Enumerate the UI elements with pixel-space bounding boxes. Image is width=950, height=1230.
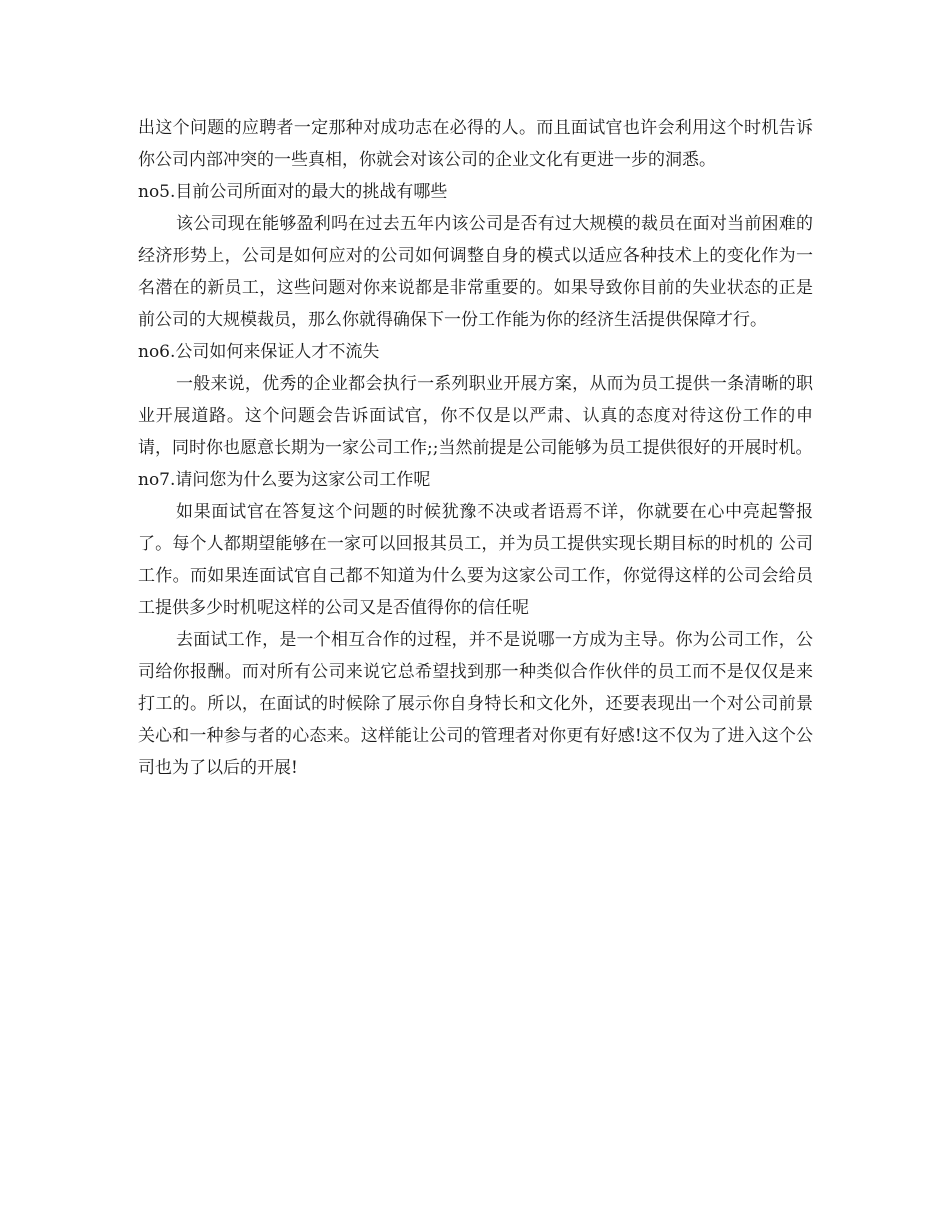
paragraph-conclusion: 去面试工作，是一个相互合作的过程，并不是说哪一方成为主导。你为公司工作，公司给你报酬。而对所有公司来说它总希望找到那一种类似合作伙伴的员工而不是仅仅是来打工的。所以，在面试的时候除了展示你自身特长和文化外，还要表现出一个对公司前景关心和一种参与者的心态来。这样能让公司的管理者对你更有好感!这不仅为了进入这个公司也为了以后的开展! [138, 630, 813, 778]
question-heading-no6: no6.公司如何来保证人才不流失 [138, 342, 380, 362]
paragraph-no5-answer: 该公司现在能够盈利吗在过去五年内该公司是否有过大规模的裁员在面对当前困难的经济形势上，公司是如何应对的公司如何调整自身的模式以适应各种技术上的变化作为一名潜在的新员工，这些问题对你来说都是非常重要的。如果导致你目前的失业状态的正是前公司的大规模裁员，那么你就得确保下一份工作能为你的经济生活提供保障才行。 [138, 214, 813, 330]
paragraph-no7-answer: 如果面试官在答复这个问题的时候犹豫不决或者语焉不详，你就要在心中亮起警报了。每个人都期望能够在一家可以回报其员工，并为员工提供实现长期目标的时机的 公司工作。而如果连面试官自己都不知道为什么要为这家公司工作，你觉得这样的公司会给员工提供多少时机呢这样的公司又是否值得你的信任呢 [138, 502, 813, 618]
paragraph-continuation: 出这个问题的应聘者一定那种对成功志在必得的人。而且面试官也许会利用这个时机告诉你公司内部冲突的一些真相，你就会对该公司的企业文化有更进一步的洞悉。 [138, 118, 813, 170]
question-heading-no5: no5.目前公司所面对的最大的挑战有哪些 [138, 182, 448, 202]
question-heading-no7: no7.请问您为什么要为这家公司工作呢 [138, 470, 431, 490]
paragraph-no6-answer: 一般来说，优秀的企业都会执行一系列职业开展方案，从而为员工提供一条清晰的职业开展道路。这个问题会告诉面试官，你不仅是以严肃、认真的态度对待这份工作的申请，同时你也愿意长期为一家公司工作;;当然前提是公司能够为员工提供很好的开展时机。 [138, 374, 813, 458]
document-body [138, 112, 813, 784]
